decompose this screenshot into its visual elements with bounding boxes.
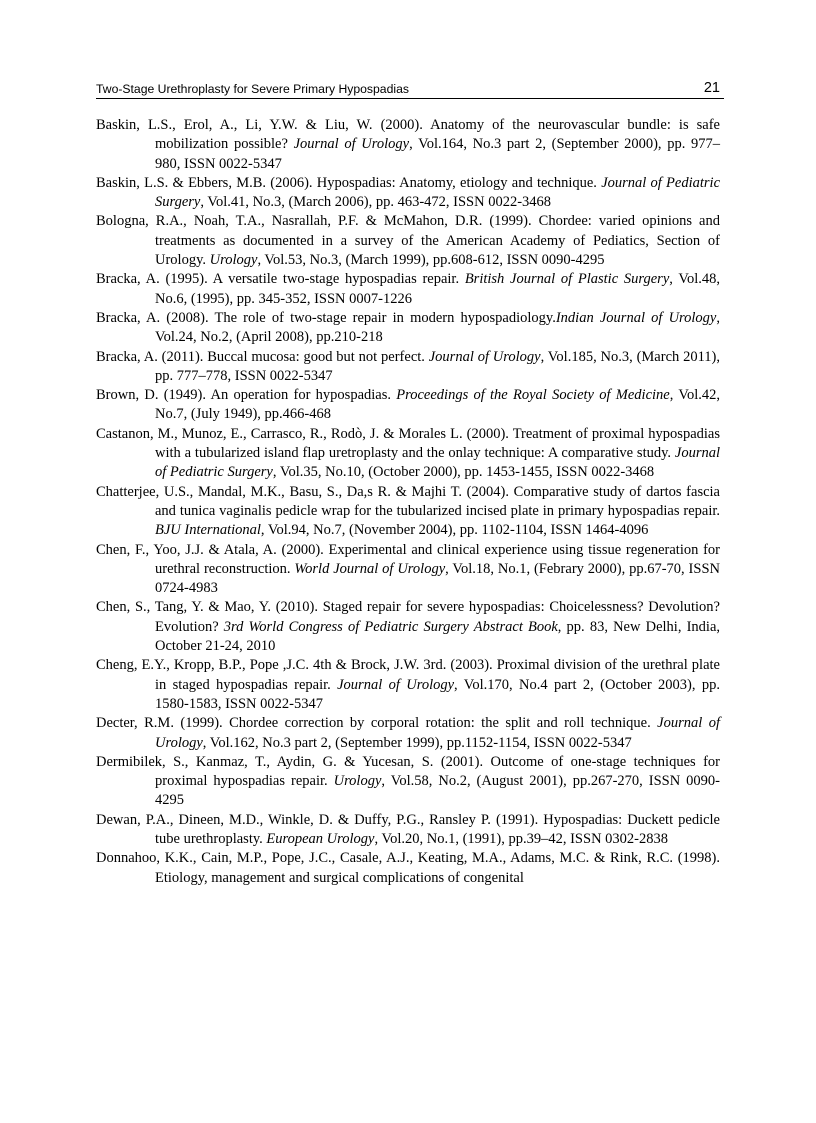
reference-text: Chen, F., Yoo, J.J. & Atala, A. (2000). Experimental and clinical experience using tissue regeneration for urethral reconstruction. <box>96 541 720 577</box>
reference-details: , Vol.94, No.7, (November 2004), pp. 1102-1104, ISSN 1464-4096 <box>260 522 649 539</box>
journal-title: World Journal of Urology <box>294 560 446 577</box>
reference-text: Bracka, A. (2011). Buccal mucosa: good but not perfect. <box>96 348 429 365</box>
reference-entry <box>96 270 720 309</box>
reference-text: Bologna, R.A., Noah, T.A., Nasrallah, P.F. & McMahon, D.R. (1999). Chordee: varied opinions and treatments as documented in a survey of the American Academy of Pediatics, Section of Urology. <box>96 213 720 269</box>
page-header <box>96 80 724 99</box>
reference-entry <box>96 348 720 387</box>
reference-text: Donnahoo, K.K., Cain, M.P., Pope, J.C., Casale, A.J., Keating, M.A., Adams, M.C. & Rink, R.C. (1998). Etiology, management and surgical complications of congenital <box>96 850 720 886</box>
journal-title: Journal of Pediatric Surgery <box>155 174 721 211</box>
reference-details: , Vol.48, No.6, (1995), pp. 345-352, ISSN 0007-1226 <box>155 271 720 307</box>
reference-entry <box>96 598 720 656</box>
reference-text: Bracka, A. (2008). The role of two-stage repair in modern hypospadiology. <box>96 309 556 326</box>
reference-details: , Vol.185, No.3, (March 2011), pp. 777–778, ISSN 0022-5347 <box>155 348 720 384</box>
journal-title: Urology <box>209 252 258 269</box>
reference-entry <box>96 309 720 348</box>
reference-text: Baskin, L.S., Erol, A., Li, Y.W. & Liu, W. (2000). Anatomy of the neurovascular bundle: is safe mobilization possible? <box>96 117 720 153</box>
journal-title: Proceedings of the Royal Society of Medicine <box>396 387 670 404</box>
page-number: 21 <box>703 80 720 96</box>
journal-title: Journal of Urology <box>293 136 410 153</box>
reference-list <box>96 116 720 888</box>
reference-text: Dermibilek, S., Kanmaz, T., Aydin, G. & Yucesan, S. (2001). Outcome of one-stage techniques for proximal hypospadias repair. <box>96 753 720 790</box>
reference-text: Brown, D. (1949). An operation for hypospadias. <box>96 387 397 404</box>
reference-details: , Vol.53, No.3, (March 1999), pp.608-612, ISSN 0090-4295 <box>257 252 605 269</box>
reference-entry <box>96 811 720 850</box>
reference-text: Cheng, E.Y., Kropp, B.P., Pope ,J.C. 4th & Brock, J.W. 3rd. (2003). Proximal division of the urethral plate in staged hypospadias repair. <box>96 657 720 693</box>
reference-entry <box>96 116 720 174</box>
reference-text: Decter, R.M. (1999). Chordee correction by corporal rotation: the split and roll technique. <box>96 715 658 732</box>
journal-title: Journal of Urology <box>155 715 720 751</box>
reference-text: Dewan, P.A., Dineen, M.D., Winkle, D. & Duffy, P.G., Ransley P. (1991). Hypospadias: Duckett pedicle tube urethroplasty. <box>96 811 720 847</box>
reference-entry <box>96 174 720 213</box>
reference-details: , Vol.18, No.1, (Febrary 2000), pp.67-70, ISSN 0724-4983 <box>155 560 720 597</box>
reference-details: , Vol.35, No.10, (October 2000), pp. 1453-1455, ISSN 0022-3468 <box>272 464 655 481</box>
reference-details: , Vol.20, No.1, (1991), pp.39–42, ISSN 0302-2838 <box>374 830 668 847</box>
journal-title: Journal of Urology <box>337 676 455 693</box>
journal-title: Urology <box>333 773 382 790</box>
reference-entry <box>96 212 720 270</box>
reference-text: Castanon, M., Munoz, E., Carrasco, R., Rodò, J. & Morales L. (2000). Treatment of proximal hypospadias with a tubularized island flap uretroplasty and the onlay technique: A comparative study. <box>96 425 720 462</box>
reference-details: , Vol.58, No.2, (August 2001), pp.267-270, ISSN 0090-4295 <box>155 773 720 809</box>
journal-title: Journal of Pediatric Surgery <box>155 445 720 481</box>
reference-entry <box>96 656 720 714</box>
reference-entry <box>96 483 720 541</box>
journal-title: Journal of Urology <box>428 348 541 365</box>
reference-details: , pp. 83, New Delhi, India, October 21-24, 2010 <box>155 618 720 655</box>
journal-title: Indian Journal of Urology <box>555 309 717 326</box>
reference-details: , Vol.24, No.2, (April 2008), pp.210-218 <box>155 309 720 346</box>
reference-text: Chatterjee, U.S., Mandal, M.K., Basu, S., Da,s R. & Majhi T. (2004). Comparative study of dartos fascia and tunica vaginalis pedicle wrap for the tubularized incised plate in primary hypospadias repair. <box>96 483 720 519</box>
journal-title: European Urology <box>266 830 375 847</box>
reference-entry <box>96 714 720 753</box>
reference-entry <box>96 849 720 888</box>
reference-entry <box>96 541 720 599</box>
journal-title: British Journal of Plastic Surgery <box>464 271 670 288</box>
reference-details: , Vol.170, No.4 part 2, (October 2003), pp. 1580-1583, ISSN 0022-5347 <box>155 676 720 712</box>
reference-entry <box>96 753 720 811</box>
reference-entry <box>96 425 720 483</box>
reference-details: , Vol.41, No.3, (March 2006), pp. 463-472, ISSN 0022-3468 <box>200 194 552 211</box>
journal-title: 3rd World Congress of Pediatric Surgery Abstract Book <box>223 618 558 635</box>
reference-text: Bracka, A. (1995). A versatile two-stage hypospadias repair. <box>96 271 465 288</box>
reference-entry <box>96 386 720 425</box>
reference-details: , Vol.42, No.7, (July 1949), pp.466-468 <box>155 387 720 423</box>
reference-text: Baskin, L.S. & Ebbers, M.B. (2006). Hypospadias: Anatomy, etiology and technique. <box>96 174 602 191</box>
reference-details: , Vol.162, No.3 part 2, (September 1999), pp.1152-1154, ISSN 0022-5347 <box>202 734 632 751</box>
reference-text: Chen, S., Tang, Y. & Mao, Y. (2010). Staged repair for severe hypospadias: Choicelessness? Devolution? Evolution? <box>96 599 720 635</box>
journal-title: BJU International <box>155 522 261 539</box>
reference-details: , Vol.164, No.3 part 2, (September 2000), pp. 977–980, ISSN 0022-5347 <box>155 136 720 172</box>
running-title: Two-Stage Urethroplasty for Severe Primary Hypospadias <box>96 82 409 96</box>
